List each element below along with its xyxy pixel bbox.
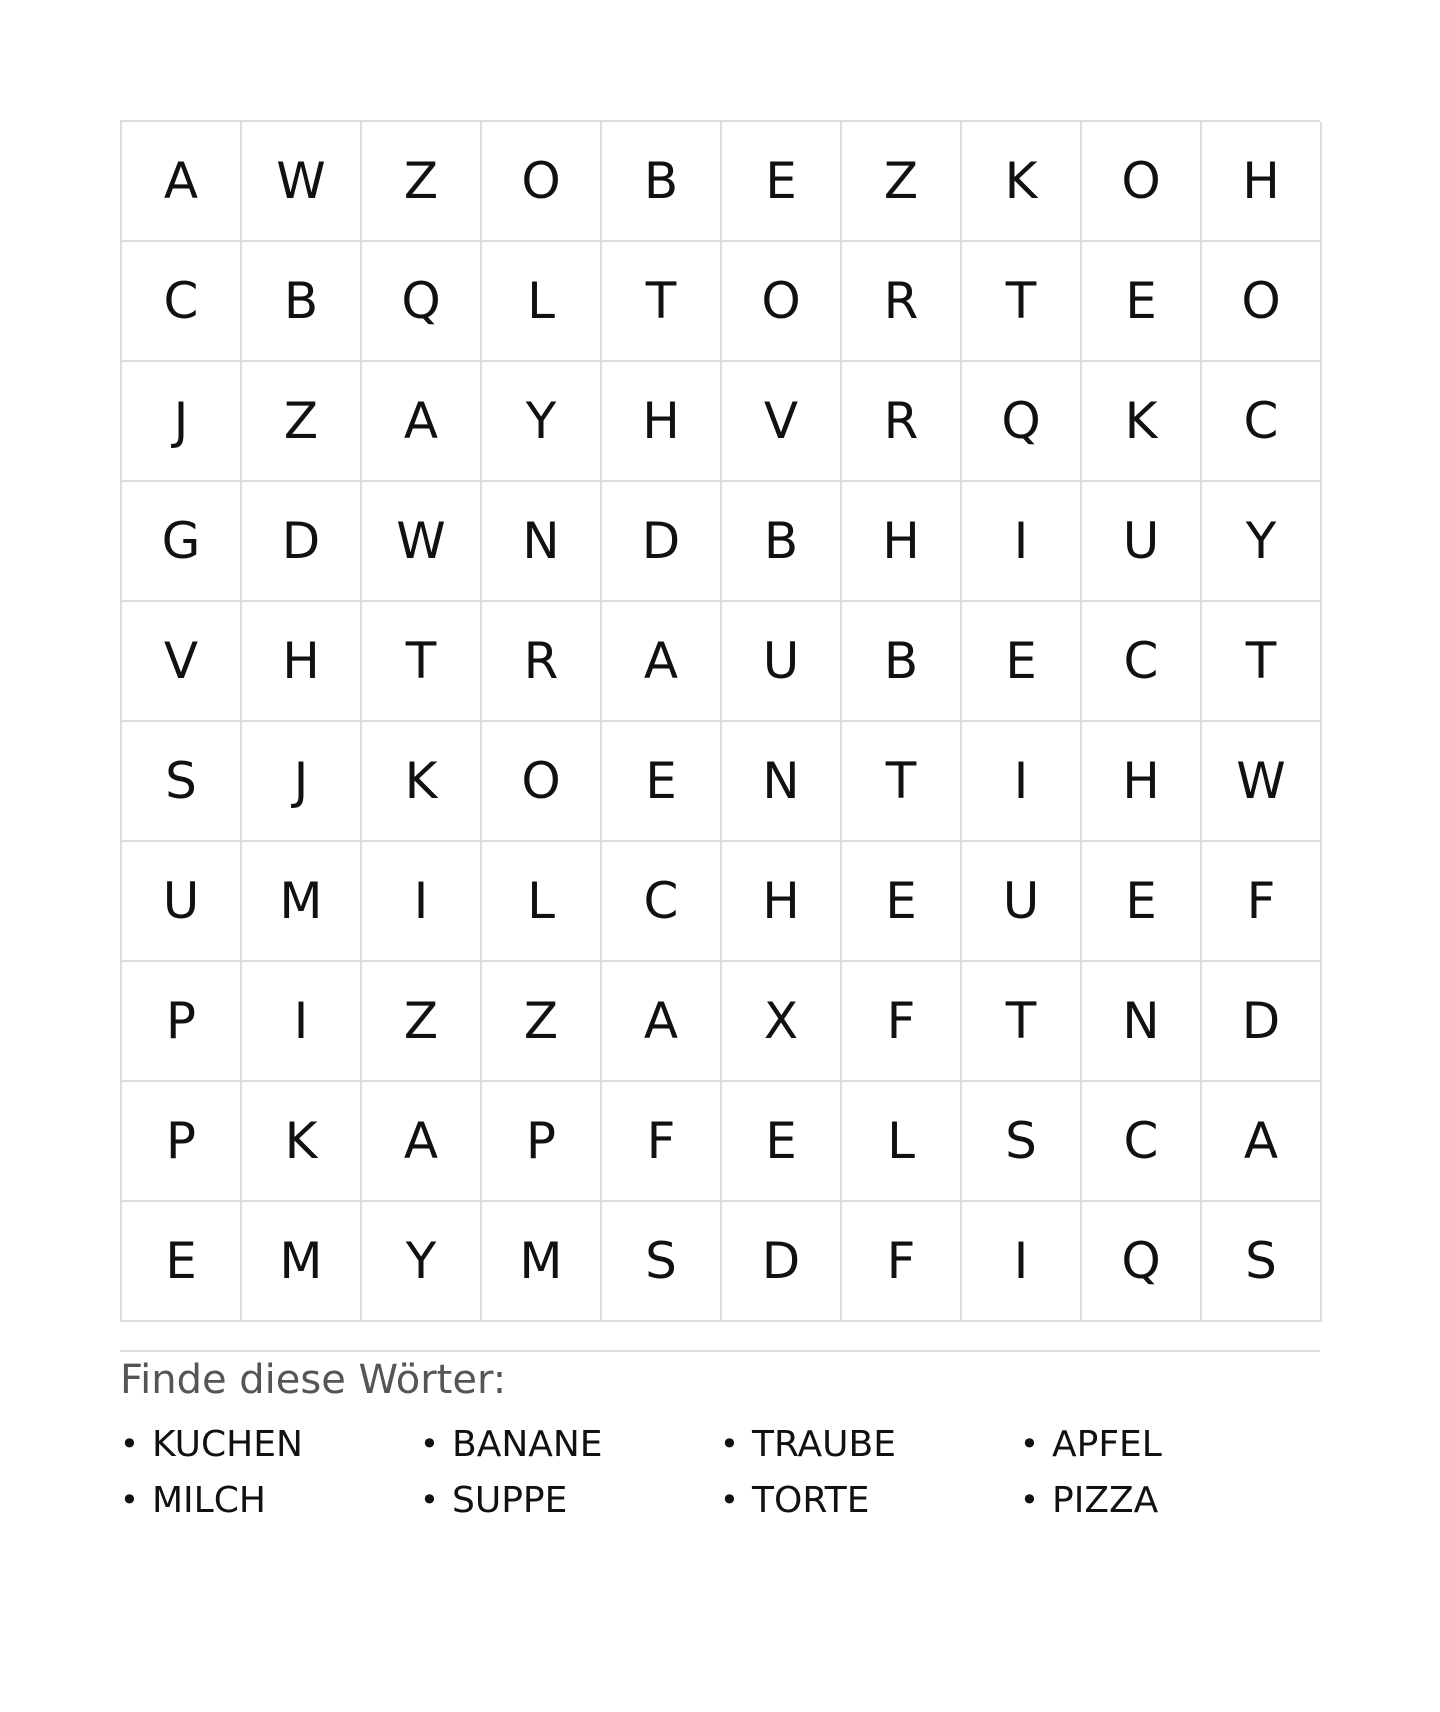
- word-list: [120, 1416, 1320, 1528]
- grid-cell[interactable]: O: [1202, 242, 1322, 362]
- grid-cell[interactable]: M: [482, 1202, 602, 1322]
- grid-cell[interactable]: C: [1082, 1082, 1202, 1202]
- word-search-puzzle: [120, 120, 1320, 1528]
- grid-cell[interactable]: B: [722, 482, 842, 602]
- grid-cell[interactable]: E: [722, 1082, 842, 1202]
- grid-cell[interactable]: B: [842, 602, 962, 722]
- grid-cell[interactable]: J: [122, 362, 242, 482]
- word-list-item: [420, 1472, 720, 1528]
- grid-cell[interactable]: T: [362, 602, 482, 722]
- grid-cell[interactable]: O: [482, 122, 602, 242]
- grid-cell[interactable]: F: [602, 1082, 722, 1202]
- grid-cell[interactable]: I: [962, 1202, 1082, 1322]
- word-list-item: [120, 1472, 420, 1528]
- grid-cell[interactable]: C: [602, 842, 722, 962]
- grid-cell[interactable]: T: [842, 722, 962, 842]
- grid-cell[interactable]: C: [122, 242, 242, 362]
- grid-cell[interactable]: K: [362, 722, 482, 842]
- grid-cell[interactable]: F: [842, 962, 962, 1082]
- grid-cell[interactable]: E: [722, 122, 842, 242]
- grid-cell[interactable]: M: [242, 1202, 362, 1322]
- grid-cell[interactable]: A: [122, 122, 242, 242]
- grid-cell[interactable]: Y: [1202, 482, 1322, 602]
- grid-cell[interactable]: E: [1082, 242, 1202, 362]
- grid-cell[interactable]: Y: [362, 1202, 482, 1322]
- grid-cell[interactable]: E: [602, 722, 722, 842]
- bullet-icon: •: [1020, 1425, 1039, 1463]
- grid-cell[interactable]: A: [362, 362, 482, 482]
- grid-cell[interactable]: D: [602, 482, 722, 602]
- word-list-item: [720, 1472, 1020, 1528]
- grid-cell[interactable]: Z: [362, 962, 482, 1082]
- bullet-icon: •: [720, 1481, 739, 1519]
- grid-cell[interactable]: C: [1082, 602, 1202, 722]
- grid-cell[interactable]: P: [482, 1082, 602, 1202]
- word-label: APFEL: [1052, 1423, 1162, 1465]
- bullet-icon: •: [120, 1481, 139, 1519]
- grid-cell[interactable]: D: [722, 1202, 842, 1322]
- grid-cell[interactable]: B: [242, 242, 362, 362]
- grid-cell[interactable]: Z: [482, 962, 602, 1082]
- grid-cell[interactable]: F: [842, 1202, 962, 1322]
- grid-cell[interactable]: L: [482, 242, 602, 362]
- grid-cell[interactable]: G: [122, 482, 242, 602]
- grid-cell[interactable]: R: [842, 362, 962, 482]
- word-list-item: [1020, 1472, 1320, 1528]
- grid-cell[interactable]: D: [1202, 962, 1322, 1082]
- grid-cell[interactable]: H: [842, 482, 962, 602]
- grid-cell[interactable]: O: [482, 722, 602, 842]
- divider: [120, 1350, 1320, 1352]
- word-label: TRAUBE: [752, 1423, 896, 1465]
- bullet-icon: •: [420, 1425, 439, 1463]
- grid-cell[interactable]: I: [242, 962, 362, 1082]
- word-list-item: [420, 1416, 720, 1472]
- grid-cell[interactable]: O: [722, 242, 842, 362]
- grid-cell[interactable]: N: [722, 722, 842, 842]
- grid-cell[interactable]: S: [962, 1082, 1082, 1202]
- bullet-icon: •: [120, 1425, 139, 1463]
- grid-cell[interactable]: U: [122, 842, 242, 962]
- grid-cell[interactable]: Z: [362, 122, 482, 242]
- grid-cell[interactable]: A: [602, 602, 722, 722]
- grid-cell[interactable]: R: [482, 602, 602, 722]
- word-list-title: Finde diese Wörter:: [120, 1357, 507, 1403]
- grid-cell[interactable]: T: [962, 242, 1082, 362]
- grid-cell[interactable]: S: [602, 1202, 722, 1322]
- grid-cell[interactable]: W: [242, 122, 362, 242]
- word-label: SUPPE: [452, 1479, 568, 1521]
- grid-cell[interactable]: K: [1082, 362, 1202, 482]
- word-label: PIZZA: [1052, 1479, 1159, 1521]
- grid-cell[interactable]: E: [962, 602, 1082, 722]
- grid-cell[interactable]: A: [1202, 1082, 1322, 1202]
- word-list-item: [720, 1416, 1020, 1472]
- word-label: TORTE: [752, 1479, 870, 1521]
- grid-cell[interactable]: H: [602, 362, 722, 482]
- grid-cell[interactable]: Z: [242, 362, 362, 482]
- word-list-item: [1020, 1416, 1320, 1472]
- grid-cell[interactable]: N: [1082, 962, 1202, 1082]
- grid-cell[interactable]: A: [602, 962, 722, 1082]
- grid-cell[interactable]: Q: [1082, 1202, 1202, 1322]
- grid-cell[interactable]: L: [842, 1082, 962, 1202]
- grid-cell[interactable]: S: [1202, 1202, 1322, 1322]
- grid-cell[interactable]: E: [1082, 842, 1202, 962]
- bullet-icon: •: [420, 1481, 439, 1519]
- grid-cell[interactable]: H: [722, 842, 842, 962]
- grid-cell[interactable]: V: [722, 362, 842, 482]
- grid-cell[interactable]: U: [722, 602, 842, 722]
- grid-cell[interactable]: J: [242, 722, 362, 842]
- grid-cell[interactable]: I: [962, 482, 1082, 602]
- grid-cell[interactable]: P: [122, 1082, 242, 1202]
- grid-cell[interactable]: A: [362, 1082, 482, 1202]
- grid-cell[interactable]: D: [242, 482, 362, 602]
- bullet-icon: •: [720, 1425, 739, 1463]
- grid-cell[interactable]: W: [1202, 722, 1322, 842]
- grid-cell[interactable]: U: [962, 842, 1082, 962]
- grid-cell[interactable]: E: [842, 842, 962, 962]
- grid-cell[interactable]: L: [482, 842, 602, 962]
- grid-cell[interactable]: H: [242, 602, 362, 722]
- word-label: KUCHEN: [152, 1423, 303, 1465]
- grid-cell[interactable]: H: [1082, 722, 1202, 842]
- grid-cell[interactable]: W: [362, 482, 482, 602]
- word-list-item: [120, 1416, 420, 1472]
- grid-cell[interactable]: Q: [362, 242, 482, 362]
- grid-cell[interactable]: K: [242, 1082, 362, 1202]
- grid-cell[interactable]: S: [122, 722, 242, 842]
- grid-cell[interactable]: B: [602, 122, 722, 242]
- grid-cell[interactable]: F: [1202, 842, 1322, 962]
- grid-cell[interactable]: I: [362, 842, 482, 962]
- grid-cell[interactable]: H: [1202, 122, 1322, 242]
- word-label: MILCH: [152, 1479, 266, 1521]
- grid-cell[interactable]: V: [122, 602, 242, 722]
- grid-cell[interactable]: O: [1082, 122, 1202, 242]
- grid-cell[interactable]: T: [602, 242, 722, 362]
- grid-cell[interactable]: U: [1082, 482, 1202, 602]
- grid-cell[interactable]: T: [1202, 602, 1322, 722]
- grid-cell[interactable]: E: [122, 1202, 242, 1322]
- word-label: BANANE: [452, 1423, 603, 1465]
- grid-cell[interactable]: M: [242, 842, 362, 962]
- grid-cell[interactable]: Q: [962, 362, 1082, 482]
- grid-cell[interactable]: N: [482, 482, 602, 602]
- grid-cell[interactable]: T: [962, 962, 1082, 1082]
- grid-cell[interactable]: K: [962, 122, 1082, 242]
- grid-cell[interactable]: P: [122, 962, 242, 1082]
- grid-cell[interactable]: C: [1202, 362, 1322, 482]
- grid-cell[interactable]: Z: [842, 122, 962, 242]
- grid-cell[interactable]: R: [842, 242, 962, 362]
- grid-cell[interactable]: X: [722, 962, 842, 1082]
- bullet-icon: •: [1020, 1481, 1039, 1519]
- letter-grid: [120, 120, 1320, 1322]
- grid-cell[interactable]: I: [962, 722, 1082, 842]
- grid-cell[interactable]: Y: [482, 362, 602, 482]
